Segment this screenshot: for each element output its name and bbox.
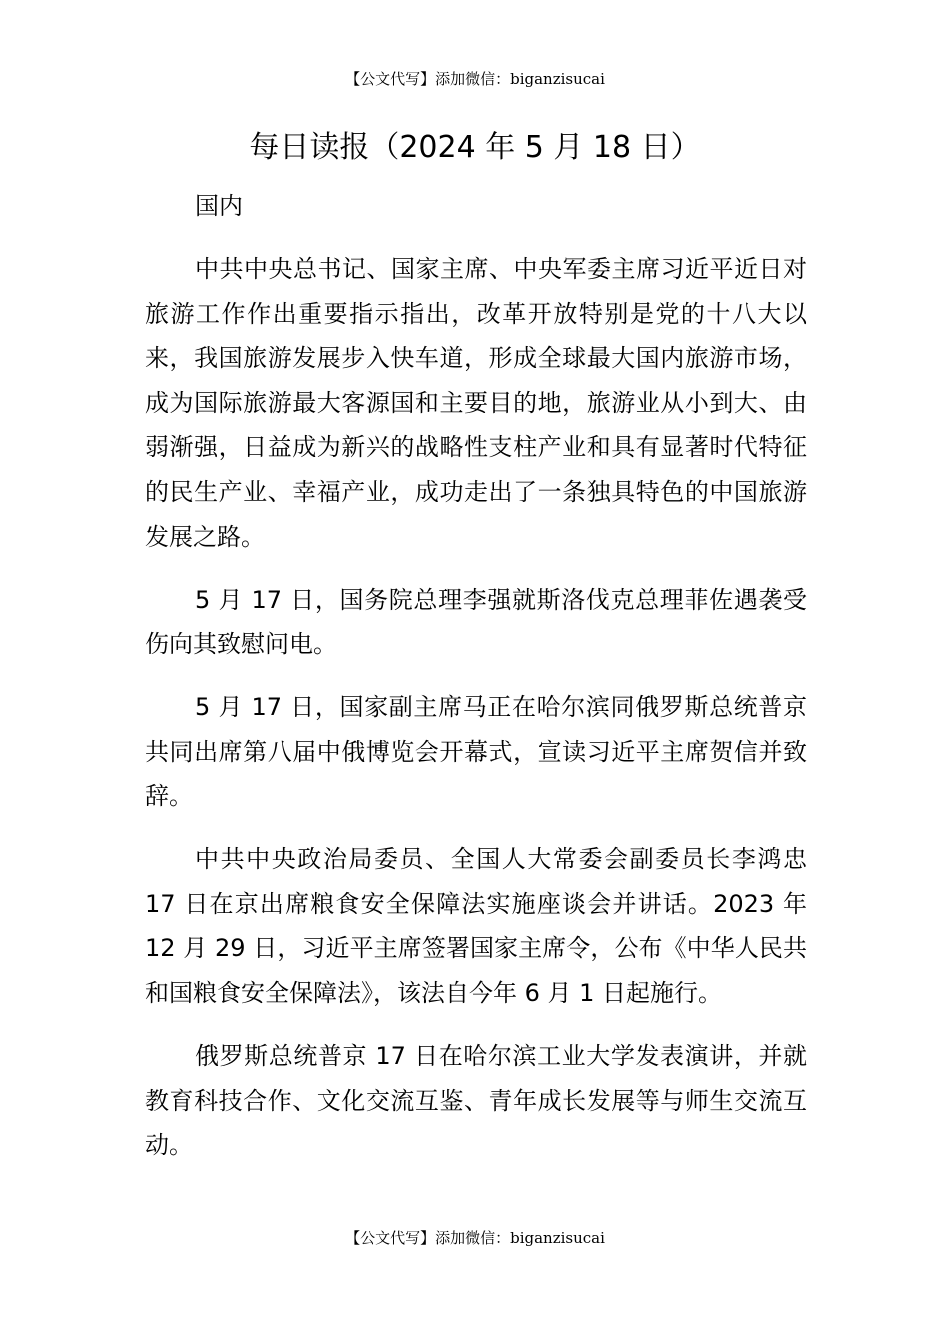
document-title: 每日读报（2024 年 5 月 18 日） — [249, 130, 701, 165]
page-footer-watermark: 【公文代写】添加微信：biganzisucai — [345, 1229, 605, 1247]
paragraph: 中共中央总书记、国家主席、中央军委主席习近平近日对旅游工作作出重要指示指出，改革开放特别是党的十八大以来，我国旅游发展步入快车道，形成全球最大国内旅游市场，成为国际旅游最大客源国和主要目的地，旅游业从小到大、由弱渐强，日益成为新兴的战略性支柱产业和具有显著时代特征的民生产业、幸福产业，成功走出了一条独具特色的中国旅游发展之路。 — [145, 254, 807, 551]
paragraph: 5 月 17 日，国务院总理李强就斯洛伐克总理菲佐遇袭受伤向其致慰问电。 — [145, 585, 807, 659]
paragraph: 中共中央政治局委员、全国人大常委会副委员长李鸿忠 17 日在京出席粮食安全保障法实施座谈会并讲话。2023 年 12 月 29 日，习近平主席签署国家主席令，公布《中华人民共和国粮食安全保障法》，该法自今年 6 月 1 日起施行。 — [145, 845, 807, 1008]
paragraph: 5 月 17 日，国家副主席马正在哈尔滨同俄罗斯总统普京共同出席第八届中俄博览会开幕式，宣读习近平主席贺信并致辞。 — [145, 693, 807, 811]
paragraph: 俄罗斯总统普京 17 日在哈尔滨工业大学发表演讲，并就教育科技合作、文化交流互鉴、青年成长发展等与师生交流互动。 — [145, 1042, 807, 1160]
document-body — [145, 184, 807, 1186]
page-header-watermark: 【公文代写】添加微信：biganzisucai — [345, 70, 605, 88]
section-heading: 国内 — [195, 192, 243, 220]
